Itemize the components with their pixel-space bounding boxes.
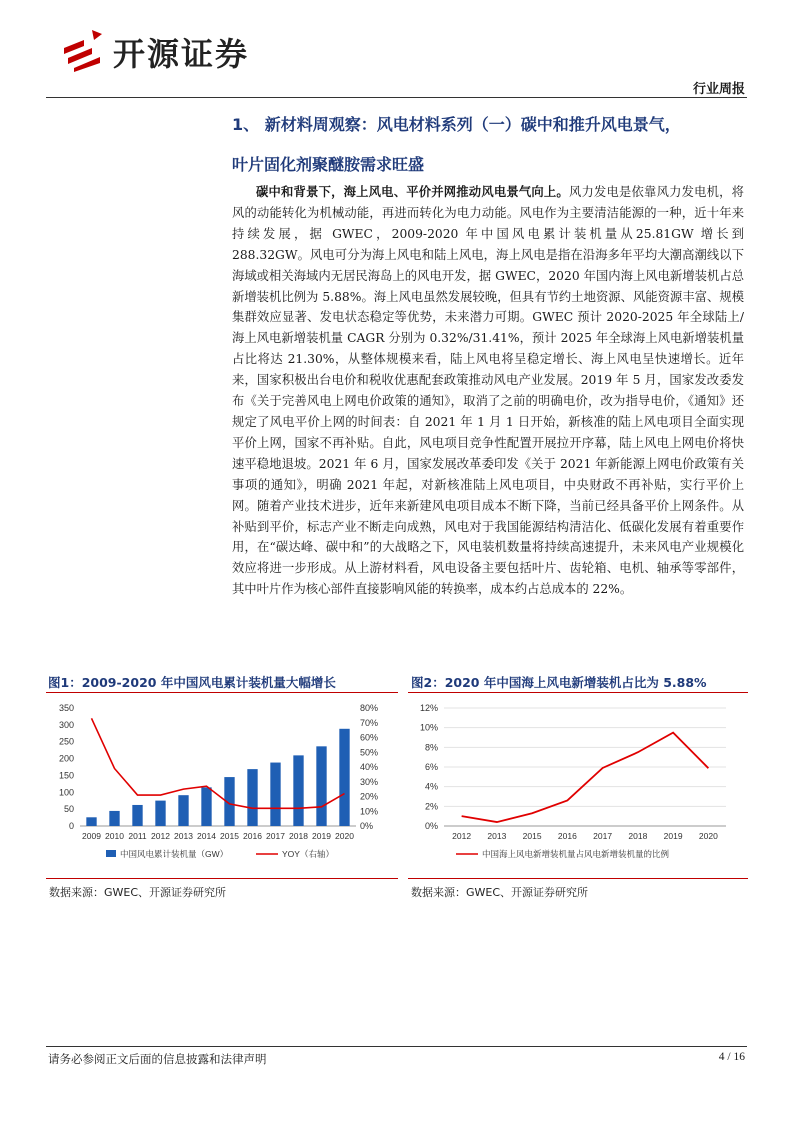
bar: [316, 746, 326, 826]
x-tick-label: 2013: [174, 831, 193, 841]
x-tick-label: 2020: [698, 831, 718, 841]
x-tick-label: 2012: [452, 831, 472, 841]
figure1-source: 数据来源：GWEC、开源证券研究所: [49, 886, 227, 899]
figure2-source: 数据来源：GWEC、开源证券研究所: [411, 886, 589, 899]
figure1-chart: [46, 696, 398, 874]
y-left-tick-label: 350: [58, 703, 74, 713]
x-tick-label: 2010: [105, 831, 124, 841]
y-tick-label: 8%: [424, 742, 438, 753]
y-left-tick-label: 200: [58, 753, 74, 764]
figure1-title: 图1：2009-2020 年中国风电累计装机量大幅增长: [48, 675, 336, 690]
figure2-title: 图2：2020 年中国海上风电新增装机占比为 5.88%: [411, 675, 707, 690]
x-tick-label: 2011: [128, 831, 147, 841]
figure2-bottom-rule: [408, 878, 748, 879]
footer-disclaimer: 请务必参阅正文后面的信息披露和法律声明: [48, 1052, 267, 1066]
x-tick-label: 2016: [243, 831, 262, 841]
y-tick-label: 4%: [424, 781, 438, 792]
x-tick-label: 2017: [593, 831, 613, 841]
x-tick-label: 2015: [220, 831, 239, 841]
body-text: 风力发电是依靠风力发电机，将风的动能转化为机械动能，再进而转化为电力动能。风电作为主要清洁能源的一种，近十年来持续发展，据 GWEC，2009-2020 年中国风电累计装机量从25.81GW 增长到 288.32GW。风电可分为海上风电和陆上风电，海上风电是指在沿海多年平均大潮高潮线以下海域或相关海域内无居民海岛上的风电开发，据 GWEC，2020 年国内海上风电新增装机占总新增装机比例为 5.88%。海上风电虽然发展较晚，但具有节约土地资源、风能资源丰富、规模集群效应显著、发电状态稳定等优势，未来潜力可期。GWEC 预计 2020-2025 年全球陆上/海上风电新增装机量 CAGR 分别为 0.32%/31.41%，预计 2025 年全球海上风电新增装机量占比将达 21.30%，从整体规模来看，陆上风电将呈稳定增长、海上风电呈快速增长。近年来，国家积极出台电价和税收优惠配套政策推动风电产业发展。2019 年 5 月，国家发改委发布《关于完善风电上网电价政策的通知》，取消了之前的明确电价，改为指导电价，《通知》还规定了风电平价上网的时间表：自 2021 年 1 月 1 日开始，新核准的陆上风电项目全面实现平价上网，国家不再补贴。自此，风电项目竞争性配置开展拉开序幕，陆上风电上网电价将快速平稳地退坡。2021 年 6 月，国家发展改革委印发《关于 2021 年新能源上网电价政策有关事项的通知》，明确 2021 年起，对新核准陆上风电项目，中央财政不再补贴，实行平价上网。随着产业技术进步，近年来新建风电项目成本不断下降，当前已经具备平价上网条件。从补贴到平价，标志产业不断走向成熟，风电对于我国能源结构清洁化、低碳化发展有着重要作用，在“碳达峰、碳中和”的大战略之下，风电装机数量将持续高速提升，未来风电产业规模化效应将进一步形成。从上游材料看，风电设备主要包括叶片、齿轮箱、电机、轴承等零部件，其中叶片作为核心部件直接影响风能的转换率，成本约占总成本的 22%。: [232, 185, 744, 597]
bar: [293, 755, 303, 826]
x-tick-label: 2012: [151, 831, 170, 841]
y-right-tick-label: 0%: [360, 821, 374, 831]
x-tick-label: 2018: [628, 831, 648, 841]
y-right-tick-label: 80%: [360, 703, 379, 713]
x-tick-label: 2015: [522, 831, 542, 841]
bar: [132, 805, 142, 826]
section-title-line2: 叶片固化剂聚醚胺需求旺盛: [232, 155, 425, 174]
x-tick-label: 2018: [289, 831, 308, 841]
figure1-top-rule: [46, 692, 398, 693]
figure2-top-rule: [408, 692, 748, 693]
bar: [109, 811, 119, 826]
y-right-tick-label: 50%: [360, 747, 379, 758]
bar: [178, 795, 188, 826]
bar: [339, 729, 349, 826]
x-tick-label: 2017: [266, 831, 285, 841]
y-left-tick-label: 100: [58, 787, 74, 798]
x-tick-label: 2014: [197, 831, 216, 841]
figure2-chart: [408, 696, 748, 874]
legend-bar-swatch: [106, 850, 116, 857]
y-tick-label: 10%: [419, 722, 438, 733]
legend-line-label: YOY（右轴）: [282, 849, 334, 859]
y-right-tick-label: 20%: [360, 791, 379, 802]
y-right-tick-label: 60%: [360, 732, 379, 743]
x-tick-label: 2009: [82, 831, 101, 841]
y-tick-label: 6%: [424, 762, 438, 772]
bar: [155, 801, 165, 826]
bar: [86, 817, 96, 826]
share-line: [462, 733, 709, 822]
y-right-tick-label: 70%: [360, 717, 379, 728]
report-type: 行业周报: [692, 82, 745, 97]
x-tick-label: 2013: [487, 831, 507, 841]
y-right-tick-label: 10%: [360, 806, 379, 817]
y-tick-label: 2%: [424, 801, 438, 812]
bar: [270, 763, 280, 826]
figure1-bottom-rule: [46, 878, 398, 879]
footer-divider: [46, 1046, 747, 1047]
yoy-line: [92, 718, 345, 808]
x-tick-label: 2020: [335, 831, 354, 841]
brand-name: 开源证券: [113, 35, 250, 73]
bar: [247, 769, 257, 826]
x-tick-label: 2016: [557, 831, 577, 841]
y-left-tick-label: 300: [58, 719, 74, 730]
legend-bar-label: 中国风电累计装机量（GW）: [120, 849, 229, 859]
body-lead-bold: 碳中和背景下，海上风电、平价并网推动风电景气向上。: [256, 184, 569, 199]
legend-line-label: 中国海上风电新增装机量占风电新增装机量的比例: [482, 849, 670, 859]
header-divider: [46, 97, 747, 98]
y-right-tick-label: 40%: [360, 762, 379, 772]
y-left-tick-label: 50: [63, 804, 74, 815]
bar: [201, 787, 211, 826]
x-tick-label: 2019: [663, 831, 683, 841]
y-right-tick-label: 30%: [360, 776, 379, 787]
x-tick-label: 2019: [312, 831, 331, 841]
y-tick-label: 0%: [424, 821, 438, 831]
section-title-line1: 1、 新材料周观察：风电材料系列（一）碳中和推升风电景气，: [232, 115, 681, 134]
y-left-tick-label: 150: [58, 770, 74, 781]
page-number: 4 / 16: [718, 1051, 745, 1063]
y-left-tick-label: 0: [68, 821, 74, 831]
y-left-tick-label: 250: [58, 736, 74, 747]
y-tick-label: 12%: [419, 703, 438, 713]
body-paragraph: [232, 182, 744, 600]
